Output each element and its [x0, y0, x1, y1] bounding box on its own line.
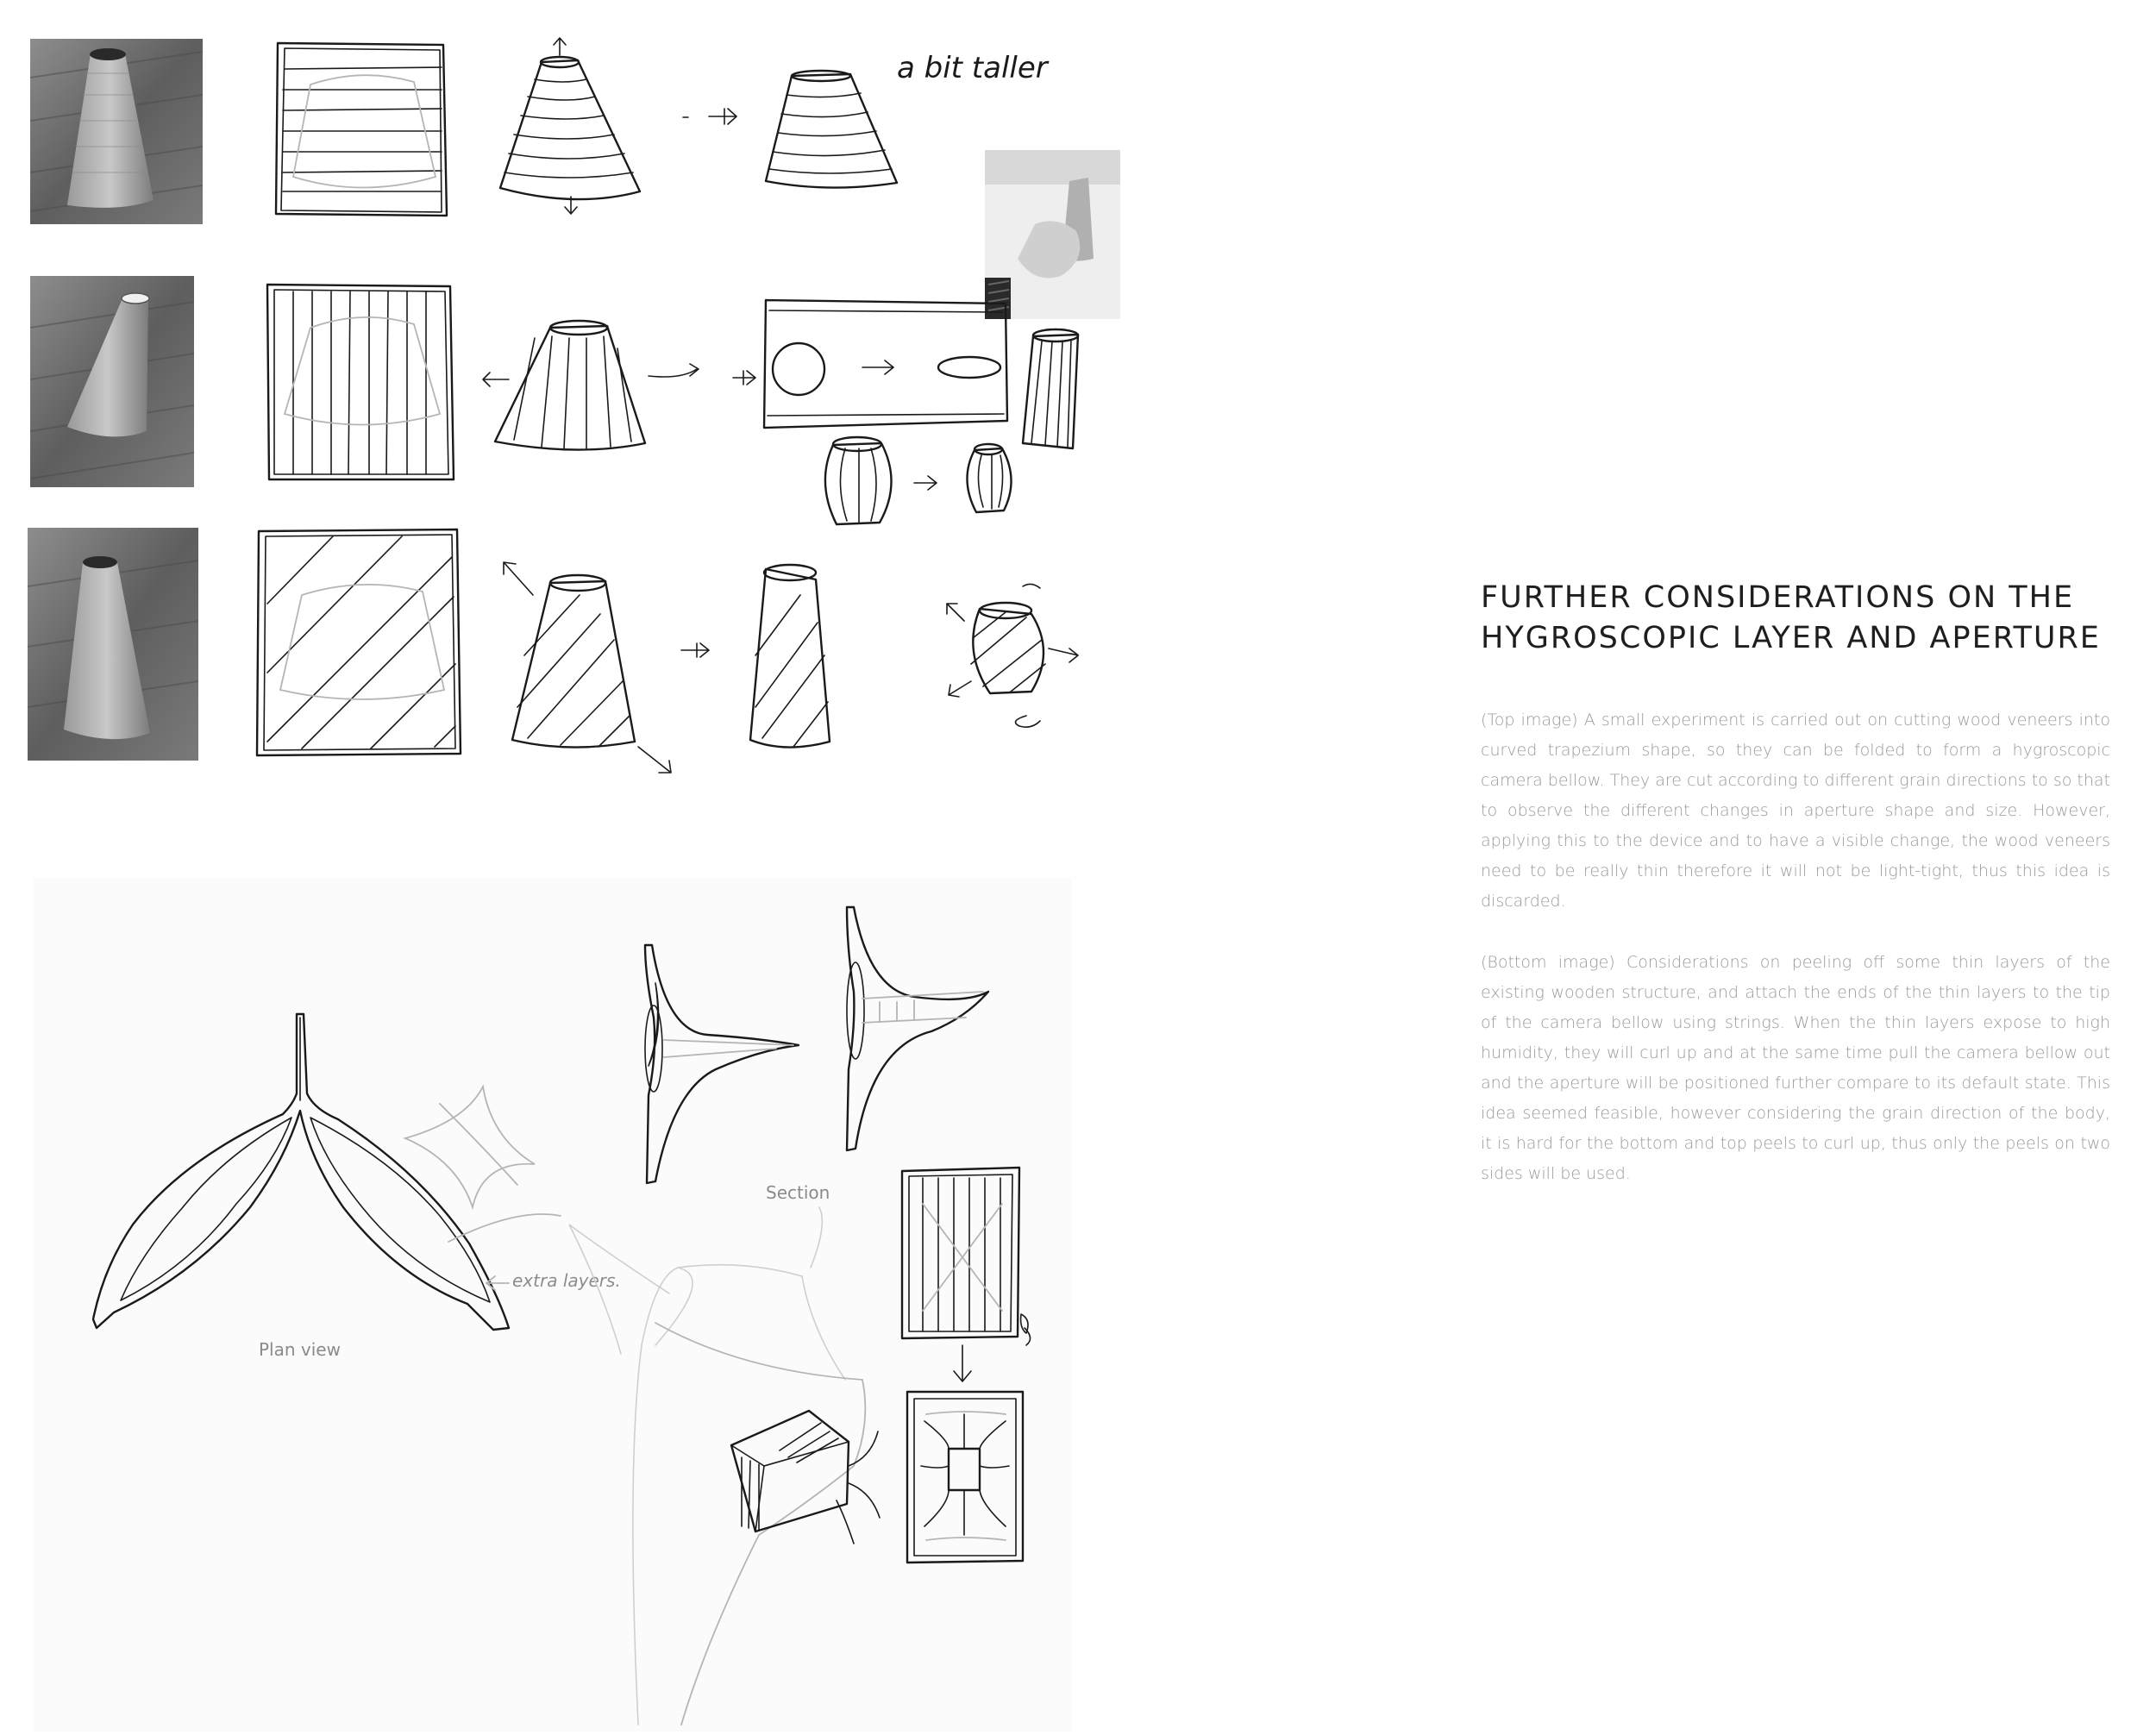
paragraph-top-image: (Top image) A small experiment is carried out on cutting wood veneers into curved trapezium shape, so they can be folded to form a hygroscopic camera bellow. They are cut according to different grain directions to so that to observe the different changes in aperture shape and size. However, applying this to the device and to have a visible change, the wood veneers need to be really thin therefore it will not be light-tight, thus this idea is discarded.	[1481, 711, 2110, 911]
cone-sketch-vertical	[483, 321, 755, 450]
cone-photo-horizontal-grain	[30, 39, 203, 224]
cone-sketch-horizontal	[500, 38, 736, 214]
cone-photo-diagonal-grain	[28, 528, 198, 761]
veneer-cutting-square-horizontal	[276, 43, 447, 216]
twisted-barrel-sketch	[947, 584, 1078, 727]
title-line-1: FURTHER CONSIDERATIONS ON THE	[1481, 580, 2075, 615]
plan-view-label: Plan view	[259, 1339, 341, 1360]
section-label: Section	[766, 1182, 830, 1203]
text-column	[1481, 578, 2110, 1220]
title-line-2: HYGROSCOPIC LAYER AND APERTURE	[1481, 621, 2101, 655]
paragraph-bottom-image: (Bottom image) Considerations on peeling off some thin layers of the existing wooden structure, and attach the ends of the thin layers to the tip of the camera bellow using strings. When the thin layers expose to high humidity, they will curl up and at the same time pull the camera bellow out and the aperture will be positioned further compare to its default state. This idea seemed feasible, however considering the grain direction of the body, it is hard for the bottom and top peels to curl up, thus only the peels on two sides will be used.	[1481, 953, 2110, 1183]
hand-holding-cone-photo	[985, 150, 1120, 319]
extra-layers-note: extra layers.	[512, 1270, 621, 1291]
veneer-cutting-square-vertical	[267, 285, 454, 479]
tall-cylinder-sketch	[1023, 329, 1078, 448]
aperture-change-diagram	[764, 300, 1007, 428]
barrel-shapes-sketch	[825, 437, 1012, 524]
taller-note: a bit taller	[897, 51, 1048, 85]
cone-sketch-diagonal-taller	[750, 565, 830, 748]
page-title	[1481, 578, 2110, 659]
cone-photo-vertical-grain	[30, 276, 194, 487]
veneer-cutting-square-diagonal	[257, 529, 461, 755]
bottom-sketch-background	[33, 878, 1072, 1732]
cone-sketch-diagonal	[504, 562, 709, 773]
